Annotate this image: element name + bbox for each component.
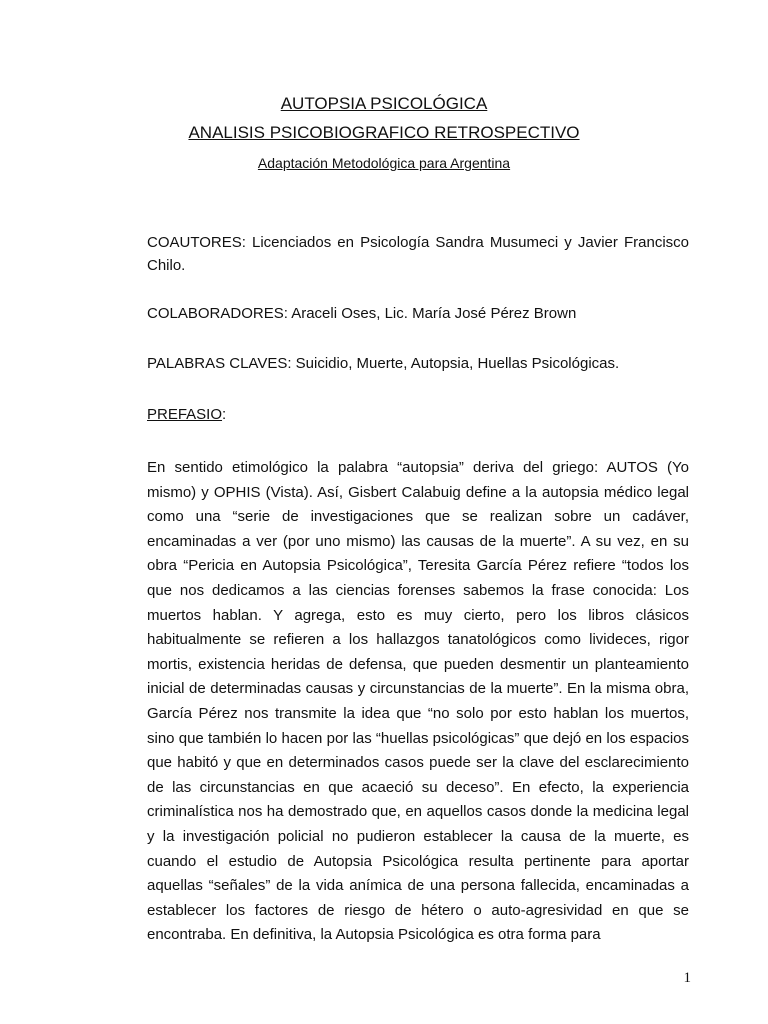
prefasio-body: En sentido etimológico la palabra “autopsia” deriva del griego: AUTOS (Yo mismo) y OPHIS (Vista). Así, Gisbert Calabuig define a la autopsia médico legal como una “serie de investigaciones que se realizan sobre un cadáver, encaminadas a ver (por uno mismo) las causas de la muerte”. A su vez, en su obra “Pericia en Autopsia Psicológica”, Teresita García Pérez refiere “todos los que nos dedicamos a las ciencias forenses sabemos la frase conocida: Los muertos hablan. Y agrega, esto es muy cierto, pero los libros clásicos habitualmente se refieren a los hallazgos tanatológicos como livideces, rigor mortis, existencia heridas de defensa, que pueden desmentir un planteamiento inicial de determinadas causas y circunstancias de la muerte”. En la misma obra, García Pérez nos transmite la idea que “no solo por esto hablan los muertos, sino que también lo hacen por las “huellas psicológicas” que dejó en los espacios que habitó y que en determinados casos puede ser la clave del esclarecimiento de las circunstancias en que acaeció su deceso”. En efecto, la experiencia criminalística nos ha demostrado que, en aquellos casos donde la medicina legal y la investigación policial no pudieron establecer la causa de la muerte, es cuando el estudio de Autopsia Psicológica resulta pertinente para aportar aquellas “señales” de la vida anímica de una persona fallecida, encaminadas a establecer los factores de riesgo de hétero o auto-agresividad en que se encontraba. En definitiva, la Autopsia Psicológica es otra forma para <box>147 459 689 944</box>
colaboradores-paragraph: COLABORADORES: Araceli Oses, Lic. María José Pérez Brown <box>147 305 577 322</box>
document-subtitle: ANALISIS PSICOBIOGRAFICO RETROSPECTIVO <box>188 123 580 142</box>
coautores-paragraph: COAUTORES: Licenciados en Psicología Sandra Musumeci y Javier Francisco Chilo. <box>147 234 689 274</box>
document-adaptation-line: Adaptación Metodológica para Argentina <box>257 155 511 171</box>
prefasio-label: PREFASIO <box>147 406 223 423</box>
page-number: 1 <box>683 970 691 986</box>
palabras-claves-paragraph: PALABRAS CLAVES: Suicidio, Muerte, Autopsia, Huellas Psicológicas. <box>147 355 620 372</box>
prefasio-colon: : <box>222 406 227 423</box>
prefasio-heading <box>147 403 689 426</box>
document-title: AUTOPSIA PSICOLÓGICA <box>280 94 488 113</box>
